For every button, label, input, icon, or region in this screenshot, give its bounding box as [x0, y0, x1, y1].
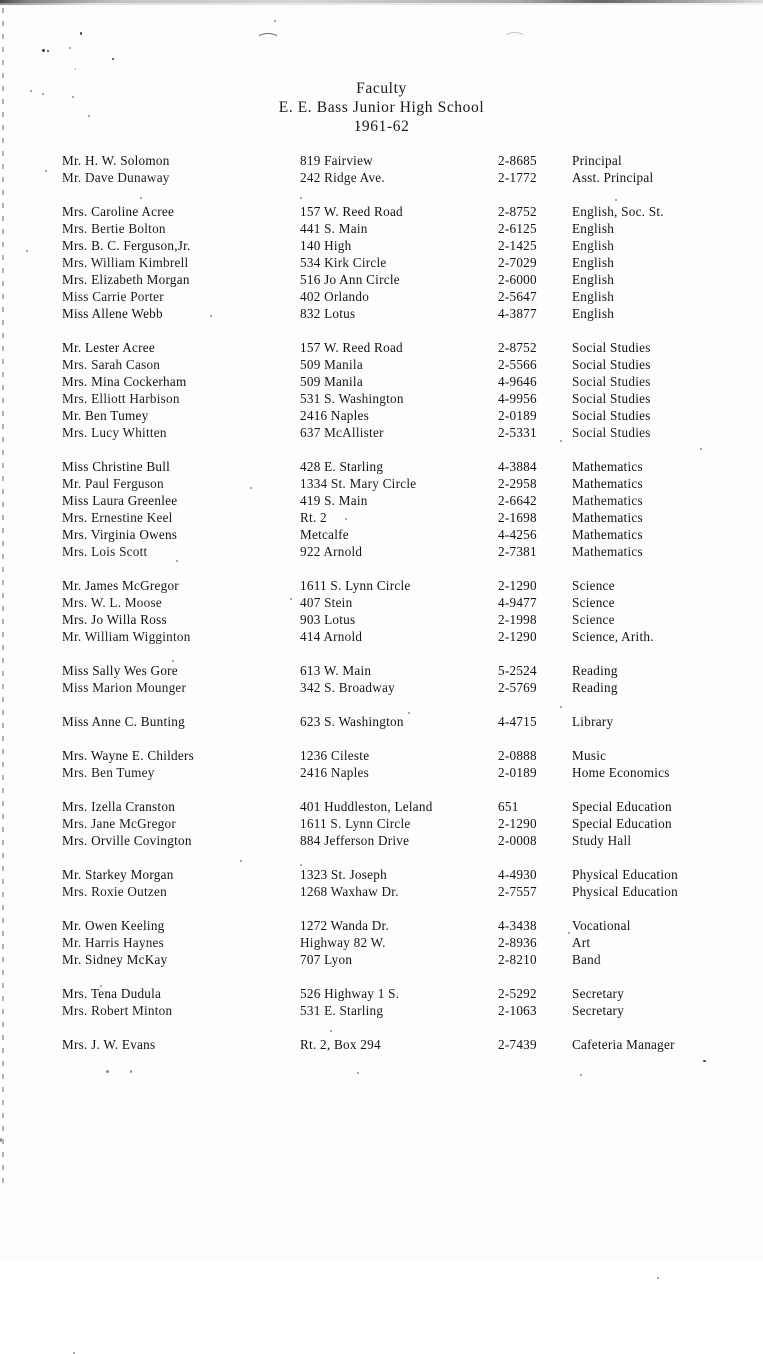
faculty-row [0, 594, 763, 611]
faculty-phone: 2-7557 [498, 884, 537, 899]
faculty-address: Rt. 2 [300, 510, 327, 525]
faculty-row [0, 747, 763, 764]
faculty-name: Mr. Paul Ferguson [62, 476, 164, 491]
faculty-group-reading [0, 662, 763, 696]
faculty-subject: English [572, 306, 615, 321]
faculty-name: Mr. Dave Dunaway [62, 170, 170, 185]
faculty-subject: English [572, 221, 615, 236]
faculty-address: 819 Fairview [300, 153, 373, 168]
faculty-address: 428 E. Starling [300, 459, 384, 474]
faculty-name: Mrs. Lois Scott [62, 544, 148, 559]
faculty-row [0, 373, 763, 390]
faculty-name: Mrs. Orville Covington [62, 833, 192, 848]
faculty-name: Mrs. Wayne E. Childers [62, 748, 195, 763]
faculty-row [0, 169, 763, 186]
faculty-subject: Mathematics [572, 544, 643, 559]
faculty-phone: 2-8752 [498, 204, 537, 219]
faculty-subject: English [572, 238, 615, 253]
faculty-name: Mrs. Roxie Outzen [62, 884, 167, 899]
faculty-name: Mrs. Jo Willa Ross [62, 612, 167, 627]
faculty-phone: 4-4256 [498, 527, 537, 542]
faculty-subject: Mathematics [572, 527, 643, 542]
faculty-phone: 2-1698 [498, 510, 537, 525]
faculty-address: 707 Lyon [300, 952, 353, 967]
title-line-school-name: E. E. Bass Junior High School [278, 99, 485, 116]
faculty-phone: 2-0008 [498, 833, 537, 848]
faculty-subject: Cafeteria Manager [572, 1037, 675, 1052]
faculty-subject: Social Studies [572, 340, 651, 355]
faculty-subject: Library [572, 714, 614, 729]
faculty-phone: 2-1998 [498, 612, 537, 627]
faculty-subject: Science [572, 612, 615, 627]
faculty-phone: 4-9956 [498, 391, 537, 406]
faculty-name: Mrs. J. W. Evans [62, 1037, 156, 1052]
faculty-name: Mrs. Ben Tumey [62, 765, 155, 780]
faculty-subject: Social Studies [572, 425, 651, 440]
faculty-row [0, 543, 763, 560]
faculty-address: 157 W. Reed Road [300, 340, 403, 355]
faculty-subject: Mathematics [572, 476, 643, 491]
faculty-subject: Asst. Principal [572, 170, 654, 185]
faculty-address: 1334 St. Mary Circle [300, 476, 417, 491]
faculty-phone: 4-9646 [498, 374, 537, 389]
faculty-row [0, 152, 763, 169]
faculty-name: Mrs. Sarah Cason [62, 357, 161, 372]
faculty-phone: 2-6000 [498, 272, 537, 287]
faculty-row [0, 611, 763, 628]
faculty-address: 1236 Cileste [300, 748, 370, 763]
faculty-group-social-studies [0, 339, 763, 441]
faculty-name: Miss Allene Webb [62, 306, 163, 321]
faculty-address: 157 W. Reed Road [300, 204, 403, 219]
faculty-address: 884 Jefferson Drive [300, 833, 410, 848]
faculty-address: 140 High [300, 238, 352, 253]
faculty-name: Mr. Sidney McKay [62, 952, 168, 967]
faculty-row [0, 934, 763, 951]
dust-speck [274, 20, 276, 22]
faculty-row [0, 1002, 763, 1019]
faculty-name: Mr. Owen Keeling [62, 918, 165, 933]
faculty-name: Mr. Ben Tumey [62, 408, 149, 423]
dust-speck [357, 1072, 359, 1074]
faculty-row [0, 764, 763, 781]
faculty-group-library [0, 713, 763, 730]
faculty-address: 832 Lotus [300, 306, 356, 321]
faculty-phone: 2-8936 [498, 935, 537, 950]
faculty-address: 419 S. Main [300, 493, 368, 508]
faculty-name: Mrs. Jane McGregor [62, 816, 176, 831]
faculty-address: 613 W. Main [300, 663, 372, 678]
faculty-address: 637 McAllister [300, 425, 384, 440]
faculty-subject: Secretary [572, 986, 625, 1001]
faculty-subject: Social Studies [572, 391, 651, 406]
faculty-phone: 2-7381 [498, 544, 537, 559]
faculty-phone: 5-2524 [498, 663, 537, 678]
faculty-name: Mrs. Mina Cockerham [62, 374, 187, 389]
faculty-phone: 2-8685 [498, 153, 537, 168]
faculty-name: Mrs. Tena Dudula [62, 986, 162, 1001]
faculty-subject: Physical Education [572, 884, 678, 899]
faculty-name: Mrs. Elliott Harbison [62, 391, 180, 406]
faculty-address: 509 Manila [300, 374, 363, 389]
faculty-name: Mrs. W. L. Moose [62, 595, 162, 610]
faculty-row [0, 815, 763, 832]
faculty-group-science [0, 577, 763, 645]
faculty-name: Miss Marion Mounger [62, 680, 187, 695]
faculty-row [0, 237, 763, 254]
faculty-row [0, 985, 763, 1002]
faculty-row [0, 917, 763, 934]
faculty-row [0, 424, 763, 441]
faculty-subject: Science [572, 595, 615, 610]
faculty-subject: English [572, 255, 615, 270]
faculty-address: 531 E. Starling [300, 1003, 384, 1018]
dust-speck [0, 1138, 2, 1142]
faculty-phone: 2-5647 [498, 289, 537, 304]
faculty-name: Mrs. B. C. Ferguson,Jr. [62, 238, 191, 253]
dust-speck [106, 1070, 109, 1073]
dust-speck [42, 49, 45, 52]
faculty-phone: 2-6642 [498, 493, 537, 508]
faculty-subject: Reading [572, 663, 618, 678]
faculty-address: 407 Stein [300, 595, 353, 610]
faculty-phone: 2-1063 [498, 1003, 537, 1018]
faculty-phone: 2-2958 [498, 476, 537, 491]
faculty-name: Mr. Starkey Morgan [62, 867, 174, 882]
faculty-address: 509 Manila [300, 357, 363, 372]
faculty-address: 623 S. Washington [300, 714, 404, 729]
faculty-address: 1611 S. Lynn Circle [300, 816, 411, 831]
faculty-phone: 2-1290 [498, 578, 537, 593]
faculty-name: Mrs. Caroline Acree [62, 204, 175, 219]
faculty-address: Metcalfe [300, 527, 349, 542]
faculty-row [0, 475, 763, 492]
faculty-subject: Special Education [572, 799, 672, 814]
faculty-row [0, 832, 763, 849]
faculty-address: Rt. 2, Box 294 [300, 1037, 381, 1052]
faculty-group-mathematics [0, 458, 763, 560]
faculty-subject: Social Studies [572, 408, 651, 423]
faculty-phone: 4-4930 [498, 867, 537, 882]
scan-top-edge-shadow [0, 3, 763, 5]
faculty-name: Mr. Lester Acree [62, 340, 155, 355]
faculty-row [0, 305, 763, 322]
faculty-address: 1323 St. Joseph [300, 867, 387, 882]
faculty-row [0, 798, 763, 815]
faculty-name: Mrs. Izella Cranston [62, 799, 176, 814]
faculty-row [0, 526, 763, 543]
faculty-name: Mrs. Ernestine Keel [62, 510, 173, 525]
faculty-subject: Physical Education [572, 867, 678, 882]
faculty-name: Mrs. Robert Minton [62, 1003, 173, 1018]
faculty-phone: 651 [498, 799, 519, 814]
faculty-row [0, 339, 763, 356]
arc-artifact-right [504, 32, 526, 45]
faculty-name: Miss Christine Bull [62, 459, 171, 474]
dust-speck [657, 1277, 659, 1279]
faculty-row [0, 883, 763, 900]
faculty-row [0, 407, 763, 424]
faculty-row [0, 628, 763, 645]
faculty-subject: Reading [572, 680, 618, 695]
faculty-subject: Science [572, 578, 615, 593]
faculty-address: 402 Orlando [300, 289, 370, 304]
faculty-phone: 2-1772 [498, 170, 537, 185]
faculty-address: 2416 Naples [300, 765, 370, 780]
faculty-name: Mrs. Virginia Owens [62, 527, 178, 542]
faculty-phone: 2-1425 [498, 238, 537, 253]
faculty-phone: 2-0189 [498, 408, 537, 423]
faculty-phone: 4-3884 [498, 459, 537, 474]
faculty-group-special-education [0, 798, 763, 849]
faculty-phone: 2-7439 [498, 1037, 537, 1052]
faculty-row [0, 1036, 763, 1053]
dust-speck [112, 58, 114, 60]
faculty-name: Mr. William Wigginton [62, 629, 191, 644]
faculty-name: Miss Anne C. Bunting [62, 714, 185, 729]
faculty-row [0, 203, 763, 220]
faculty-roster [0, 152, 763, 1053]
faculty-phone: 2-5566 [498, 357, 537, 372]
faculty-address: 401 Huddleston, Leland [300, 799, 433, 814]
faculty-subject: Vocational [572, 918, 631, 933]
faculty-subject: English, Soc. St. [572, 204, 664, 219]
faculty-row [0, 577, 763, 594]
faculty-group-cafeteria [0, 1036, 763, 1053]
faculty-group-english [0, 203, 763, 322]
faculty-subject: Art [572, 935, 591, 950]
dust-speck [47, 50, 49, 52]
faculty-phone: 2-7029 [498, 255, 537, 270]
faculty-name: Miss Sally Wes Gore [62, 663, 178, 678]
faculty-subject: Study Hall [572, 833, 632, 848]
faculty-phone: 2-5331 [498, 425, 537, 440]
faculty-row [0, 679, 763, 696]
faculty-subject: Music [572, 748, 607, 763]
faculty-address: 1611 S. Lynn Circle [300, 578, 411, 593]
dust-speck [69, 47, 71, 49]
arc-artifact-left [256, 33, 280, 47]
faculty-address: 242 Ridge Ave. [300, 170, 385, 185]
faculty-address: 531 S. Washington [300, 391, 404, 406]
faculty-address: 441 S. Main [300, 221, 368, 236]
faculty-phone: 4-4715 [498, 714, 537, 729]
faculty-row [0, 492, 763, 509]
faculty-address: 1272 Wanda Dr. [300, 918, 389, 933]
faculty-name: Mrs. Bertie Bolton [62, 221, 166, 236]
faculty-row [0, 662, 763, 679]
title-line-faculty: Faculty [356, 80, 407, 97]
faculty-row [0, 390, 763, 407]
faculty-row [0, 713, 763, 730]
faculty-subject: Principal [572, 153, 622, 168]
faculty-group-administration [0, 152, 763, 186]
faculty-row [0, 866, 763, 883]
faculty-address: 922 Arnold [300, 544, 363, 559]
faculty-row [0, 356, 763, 373]
page-title [0, 79, 763, 136]
faculty-name: Mr. James McGregor [62, 578, 179, 593]
faculty-address: 526 Highway 1 S. [300, 986, 400, 1001]
faculty-row [0, 509, 763, 526]
faculty-subject: English [572, 272, 615, 287]
faculty-subject: Social Studies [572, 357, 651, 372]
faculty-address: 903 Lotus [300, 612, 356, 627]
faculty-address: 342 S. Broadway [300, 680, 395, 695]
faculty-row [0, 254, 763, 271]
faculty-group-secretary [0, 985, 763, 1019]
faculty-subject: English [572, 289, 615, 304]
faculty-subject: Science, Arith. [572, 629, 654, 644]
dust-speck [130, 1070, 132, 1073]
faculty-address: Highway 82 W. [300, 935, 386, 950]
faculty-address: 2416 Naples [300, 408, 370, 423]
faculty-group-physical-education [0, 866, 763, 900]
faculty-subject: Special Education [572, 816, 672, 831]
faculty-group-music-home-economics [0, 747, 763, 781]
faculty-address: 534 Kirk Circle [300, 255, 387, 270]
faculty-name: Mr. Harris Haynes [62, 935, 165, 950]
faculty-subject: Home Economics [572, 765, 670, 780]
faculty-phone: 2-0888 [498, 748, 537, 763]
faculty-phone: 2-5292 [498, 986, 537, 1001]
dust-speck [580, 1074, 582, 1076]
faculty-address: 1268 Waxhaw Dr. [300, 884, 399, 899]
faculty-phone: 2-8752 [498, 340, 537, 355]
faculty-row [0, 951, 763, 968]
faculty-address: 414 Arnold [300, 629, 363, 644]
faculty-name: Miss Laura Greenlee [62, 493, 178, 508]
title-line-school-year: 1961-62 [353, 118, 410, 135]
faculty-phone: 2-1290 [498, 816, 537, 831]
faculty-name: Mrs. Elizabeth Morgan [62, 272, 190, 287]
faculty-phone: 2-8210 [498, 952, 537, 967]
faculty-subject: Mathematics [572, 459, 643, 474]
faculty-subject: Secretary [572, 1003, 625, 1018]
faculty-subject: Mathematics [572, 493, 643, 508]
faculty-subject: Social Studies [572, 374, 651, 389]
faculty-phone: 2-0189 [498, 765, 537, 780]
faculty-group-vocational-art-band [0, 917, 763, 968]
faculty-name: Mr. H. W. Solomon [62, 153, 170, 168]
faculty-address: 516 Jo Ann Circle [300, 272, 400, 287]
faculty-phone: 4-3877 [498, 306, 537, 321]
faculty-phone: 4-9477 [498, 595, 537, 610]
faculty-phone: 4-3438 [498, 918, 537, 933]
faculty-phone: 2-1290 [498, 629, 537, 644]
faculty-subject: Band [572, 952, 601, 967]
faculty-subject: Mathematics [572, 510, 643, 525]
faculty-name: Mrs. William Kimbrell [62, 255, 189, 270]
faculty-row [0, 458, 763, 475]
dust-speck [80, 32, 82, 35]
faculty-row [0, 271, 763, 288]
faculty-name: Mrs. Lucy Whitten [62, 425, 167, 440]
faculty-row [0, 288, 763, 305]
faculty-row [0, 220, 763, 237]
dust-speck [703, 1060, 706, 1062]
faculty-phone: 2-5769 [498, 680, 537, 695]
faculty-phone: 2-6125 [498, 221, 537, 236]
dust-speck [75, 68, 76, 70]
faculty-name: Miss Carrie Porter [62, 289, 164, 304]
